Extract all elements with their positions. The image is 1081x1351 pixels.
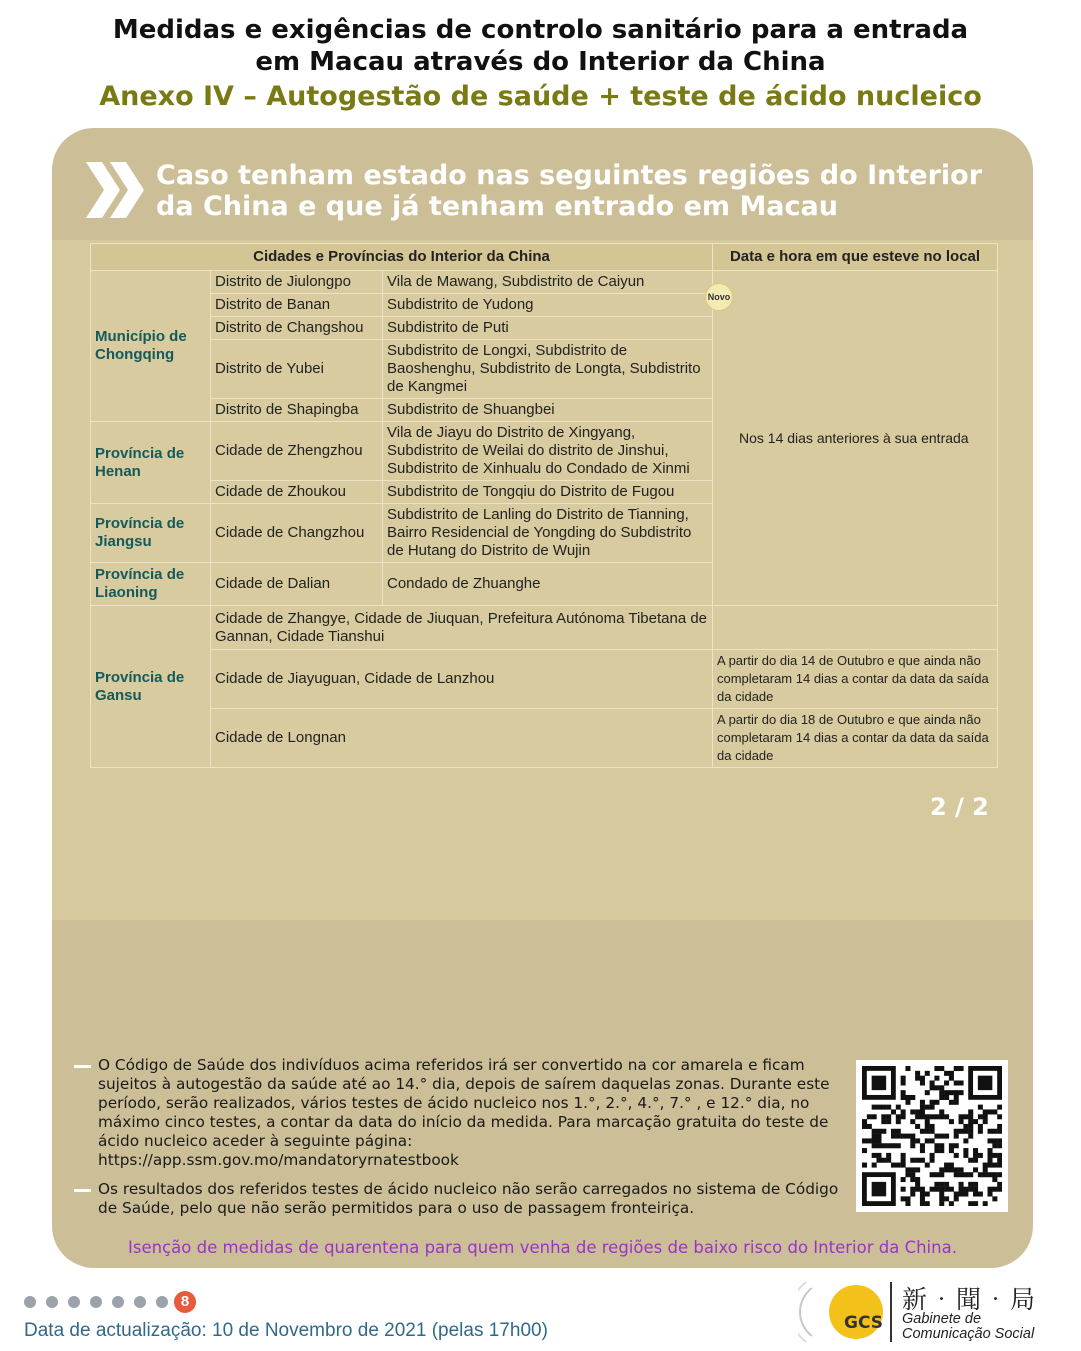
date-cell-oct18: A partir do dia 18 de Outubro e que ainda não completaram 14 dias a contar da data da saída da cidade <box>713 709 998 768</box>
page-indicator: 2 / 2 <box>930 793 989 821</box>
district-cell: Cidade de Jiayuguan, Cidade de Lanzhou <box>211 650 713 709</box>
note-item <box>74 1056 850 1170</box>
district-cell: Cidade de Zhengzhou <box>211 422 383 481</box>
qr-code[interactable] <box>856 1060 1008 1212</box>
note-text: O Código de Saúde dos indivíduos acima referidos irá ser convertido na cor amarela e ficam sujeitos à autogestão da saúde até ao 14.° dia, depois de saírem daquelas zonas. Durante este período, serão realizados, vários testes de ácido nucleico nos 1.°, 2.°, 4.°, 7.° , e 12.° dia, no máximo cinco testes, a contar da data do início da medida. Para marcação gratuita do teste de ácido nucleico aceder à seguinte página: <box>98 1056 830 1150</box>
notes-block <box>74 1056 850 1228</box>
district-cell: Cidade de Zhoukou <box>211 481 383 504</box>
page-title-line2: em Macau através do Interior da China <box>255 47 826 77</box>
district-cell: Cidade de Dalian <box>211 563 383 606</box>
table-row <box>91 650 998 709</box>
area-cell: Subdistrito de Longxi, Subdistrito de Baoshenghu, Subdistrito de Longta, Subdistrito de Kangmei <box>383 340 713 399</box>
gcs-logo <box>798 1276 1068 1346</box>
update-date: Data de actualização: 10 de Novembro de 2021 (pelas 17h00) <box>24 1320 548 1341</box>
area-cell: Subdistrito de Tongqiu do Distrito de Fugou <box>383 481 713 504</box>
area-cell: Condado de Zhuanghe <box>383 563 713 606</box>
page-dot[interactable] <box>90 1296 102 1308</box>
current-page-badge[interactable]: 8 <box>174 1291 196 1313</box>
gcs-logo-icon <box>798 1276 894 1346</box>
regions-table <box>90 243 998 768</box>
district-cell: Cidade de Zhangye, Cidade de Jiuquan, Prefeitura Autónoma Tibetana de Gannan, Cidade Tianshui <box>211 606 713 650</box>
section-title: Caso tenham estado nas seguintes regiões do Interior da China e que já tenham entrado em Macau <box>156 160 983 222</box>
page-dot[interactable] <box>46 1296 58 1308</box>
booking-link[interactable]: https://app.ssm.gov.mo/mandatoryrnatestbook <box>98 1151 459 1169</box>
logo-portuguese-line2: Comunicação Social <box>902 1326 1035 1342</box>
header-datetime: Data e hora em que esteve no local <box>713 244 998 271</box>
province-jiangsu: Província de Jiangsu <box>91 504 211 563</box>
page-dot[interactable] <box>24 1296 36 1308</box>
logo-portuguese <box>902 1312 1034 1342</box>
logo-chinese: 新‧聞‧局 <box>902 1285 1038 1314</box>
page-title-line1: Medidas e exigências de controlo sanitário para a entrada <box>112 15 969 45</box>
page-subtitle: Anexo IV – Autogestão de saúde + teste de ácido nucleico <box>99 81 982 112</box>
dash-icon <box>74 1065 91 1068</box>
province-chongqing: Município de Chongqing <box>91 271 211 422</box>
logo-portuguese-line1: Gabinete de <box>902 1311 982 1327</box>
date-main-text: Nos 14 dias anteriores à sua entrada <box>739 430 969 446</box>
dash-icon <box>74 1189 91 1192</box>
date-cell-empty <box>713 606 998 650</box>
double-chevron-icon <box>86 162 146 218</box>
district-cell: Distrito de Jiulongpo <box>211 271 383 294</box>
qr-code-icon <box>862 1066 1002 1206</box>
exemption-note: Isenção de medidas de quarentena para quem venha de regiões de baixo risco do Interior da China. <box>128 1238 957 1257</box>
district-cell: Distrito de Banan <box>211 294 383 317</box>
header-places: Cidades e Províncias do Interior da China <box>91 244 713 271</box>
province-gansu: Província de Gansu <box>91 606 211 768</box>
table-row <box>91 709 998 768</box>
province-liaoning: Província de Liaoning <box>91 563 211 606</box>
district-cell: Cidade de Changzhou <box>211 504 383 563</box>
table-row <box>91 606 998 650</box>
table-row <box>91 271 998 294</box>
note-item <box>74 1180 850 1218</box>
page-dot[interactable] <box>112 1296 124 1308</box>
table-header-row <box>91 244 998 271</box>
new-badge: Novo <box>705 283 733 311</box>
district-cell: Distrito de Changshou <box>211 317 383 340</box>
district-cell: Distrito de Shapingba <box>211 399 383 422</box>
area-cell: Subdistrito de Lanling do Distrito de Tianning, Bairro Residencial de Yongding do Subdistrito de Hutang do Distrito de Wujin <box>383 504 713 563</box>
area-cell: Vila de Jiayu do Distrito de Xingyang, Subdistrito de Weilai do distrito de Jinshui, Subdistrito de Xinhualu do Condado de Xinmi <box>383 422 713 481</box>
area-cell: Subdistrito de Shuangbei <box>383 399 713 422</box>
pagination-dots <box>24 1292 196 1312</box>
header <box>0 14 1081 114</box>
svg-text:GCS: GCS <box>844 1313 883 1333</box>
page-dot[interactable] <box>134 1296 146 1308</box>
page-dot[interactable] <box>68 1296 80 1308</box>
area-cell: Vila de Mawang, Subdistrito de Caiyun <box>383 271 713 294</box>
note-text: Os resultados dos referidos testes de ácido nucleico não serão carregados no sistema de Código de Saúde, pelo que não serão permitidos para o uso de passagem fronteiriça. <box>98 1180 839 1217</box>
district-cell: Distrito de Yubei <box>211 340 383 399</box>
province-henan: Província de Henan <box>91 422 211 504</box>
date-cell-oct14: A partir do dia 14 de Outubro e que ainda não completaram 14 dias a contar da data da saída da cidade <box>713 650 998 709</box>
page-dot[interactable] <box>156 1296 168 1308</box>
area-cell: Subdistrito de Yudong <box>383 294 713 317</box>
date-cell-main <box>707 271 998 606</box>
district-cell: Cidade de Longnan <box>211 709 713 768</box>
area-cell: Subdistrito de Puti <box>383 317 713 340</box>
